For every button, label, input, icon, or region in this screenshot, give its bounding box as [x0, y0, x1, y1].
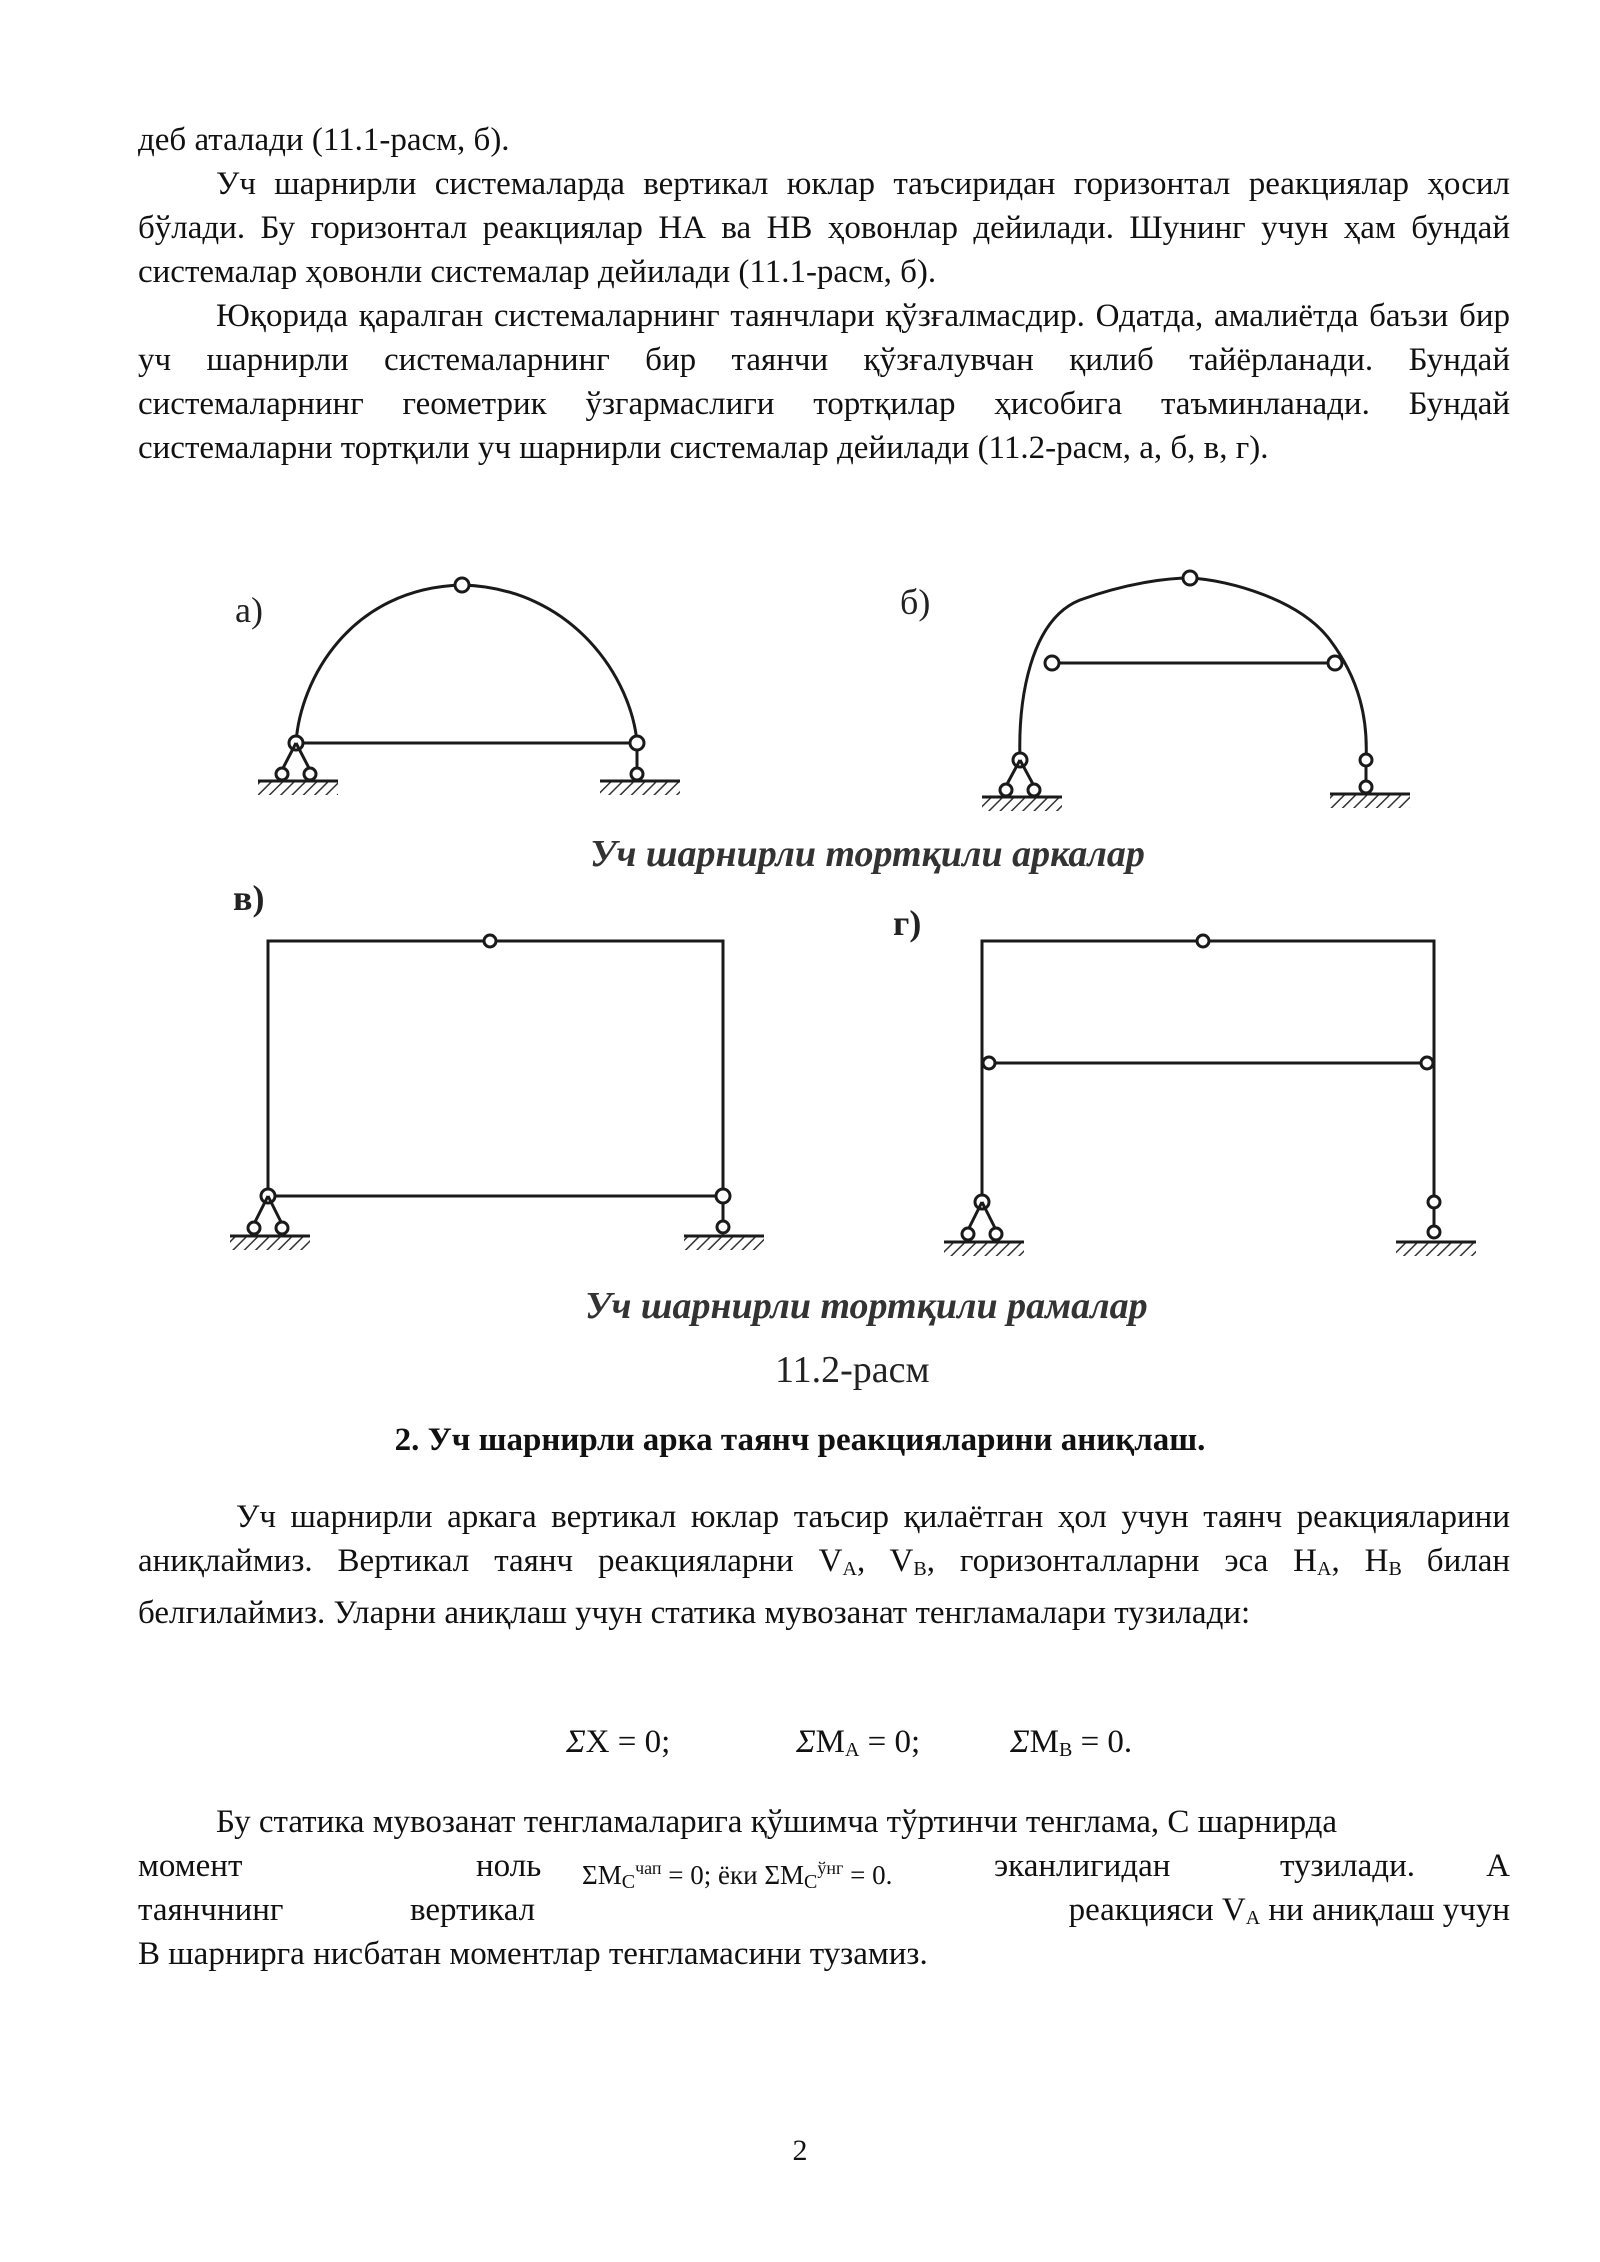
paragraph-5-line-1: Бу статика мувозанат тенгламаларига қўшимча тўртинчи тенглама, С шарнирда	[216, 1804, 1338, 1840]
label-b: б)	[900, 582, 931, 622]
caption-arches: Уч шарнирли тортқили аркалар	[590, 833, 1145, 875]
paragraph-5-end	[138, 1932, 1510, 1976]
equation-sum-ma: $\Sigma M_A = 0$;	[796, 1724, 921, 1761]
frame-g-diagram	[962, 935, 1440, 1240]
moment-formula: $\Sigma M_C^{чап} = 0$; ёки $\Sigma M_C^{ўнг} = 0$.	[582, 1858, 893, 1893]
paragraph-5-middle: момент ноль $\Sigma M_C^{чап} = 0$; ёки $\Sigma M_C^{ўнг} = 0$. эканлигидан тузилади. А таянчнинг вертикал реакцияси $V_A$ ни аниқлаш учун	[138, 1848, 1510, 1929]
paragraph-3: Юқорида қаралган системаларнинг таянчлари қўзғалмасдир. Одатда, амалиётда баъзи бир уч шарнирли системаларнинг бир таянчи қўзғалувчан қилиб тайёрланади. Бундай системаларнинг геометрик ўзгармаслиги тортқилар ҳисобига таъминланади. Бундай системаларни тортқили уч шарнирли системалар дейилади (11.2-расм, а, б, в, г).	[138, 298, 1510, 466]
label-a: а)	[235, 590, 263, 630]
page-number: 2	[792, 2134, 808, 2167]
figure-number: 11.2-расм	[775, 1349, 930, 1391]
section-heading: 2. Уч шарнирли арка таянч реакцияларини аниқлаш.	[394, 1422, 1206, 1458]
paragraph-4	[138, 1495, 1510, 1635]
label-g: г)	[893, 903, 922, 943]
paragraph-2: Уч шарнирли системаларда вертикал юклар таъсиридан горизонтал реакциялар ҳосил бўлади. Бу горизонтал реакциялар НА ва НВ ҳовонлар дейилади. Шунинг учун ҳам бундай системалар ҳовонли системалар дейилади (11.1-расм, б).	[138, 166, 1510, 290]
body-text-top	[138, 118, 1510, 470]
paragraph-1: деб аталади (11.1-расм, б).	[138, 122, 510, 158]
paragraph-4-text: Уч шарнирли аркага вертикал юклар таъсир қилаётган ҳол учун таянч реакцияларини аниқлаймиз. Вертикал таянч реакцияларни $V_A$, $V_B$, горизонталларни эса $H_A$, $H_B$ билан белгилаймиз. Уларни аниқлаш учун статика мувозанат тенгламалари тузилади:	[138, 1499, 1511, 1631]
paragraph-5-line-4: В шарнирга нисбатан моментлар тенгламасини тузамиз.	[138, 1936, 928, 1972]
equation-sum-mb: $\Sigma M_B = 0$.	[1010, 1724, 1133, 1761]
equation-sum-x: ΣX = 0;	[566, 1724, 671, 1760]
arch-b-diagram	[1000, 571, 1372, 796]
paragraph-5	[138, 1800, 1510, 1844]
arch-a-diagram	[276, 578, 644, 780]
caption-frames: Уч шарнирли тортқили рамалар	[585, 1285, 1148, 1327]
ground-hatch	[600, 781, 680, 795]
ground-hatch	[258, 781, 338, 795]
label-v: в)	[233, 878, 265, 918]
frame-v-diagram	[248, 935, 730, 1234]
figure-11-2	[0, 540, 1600, 1420]
